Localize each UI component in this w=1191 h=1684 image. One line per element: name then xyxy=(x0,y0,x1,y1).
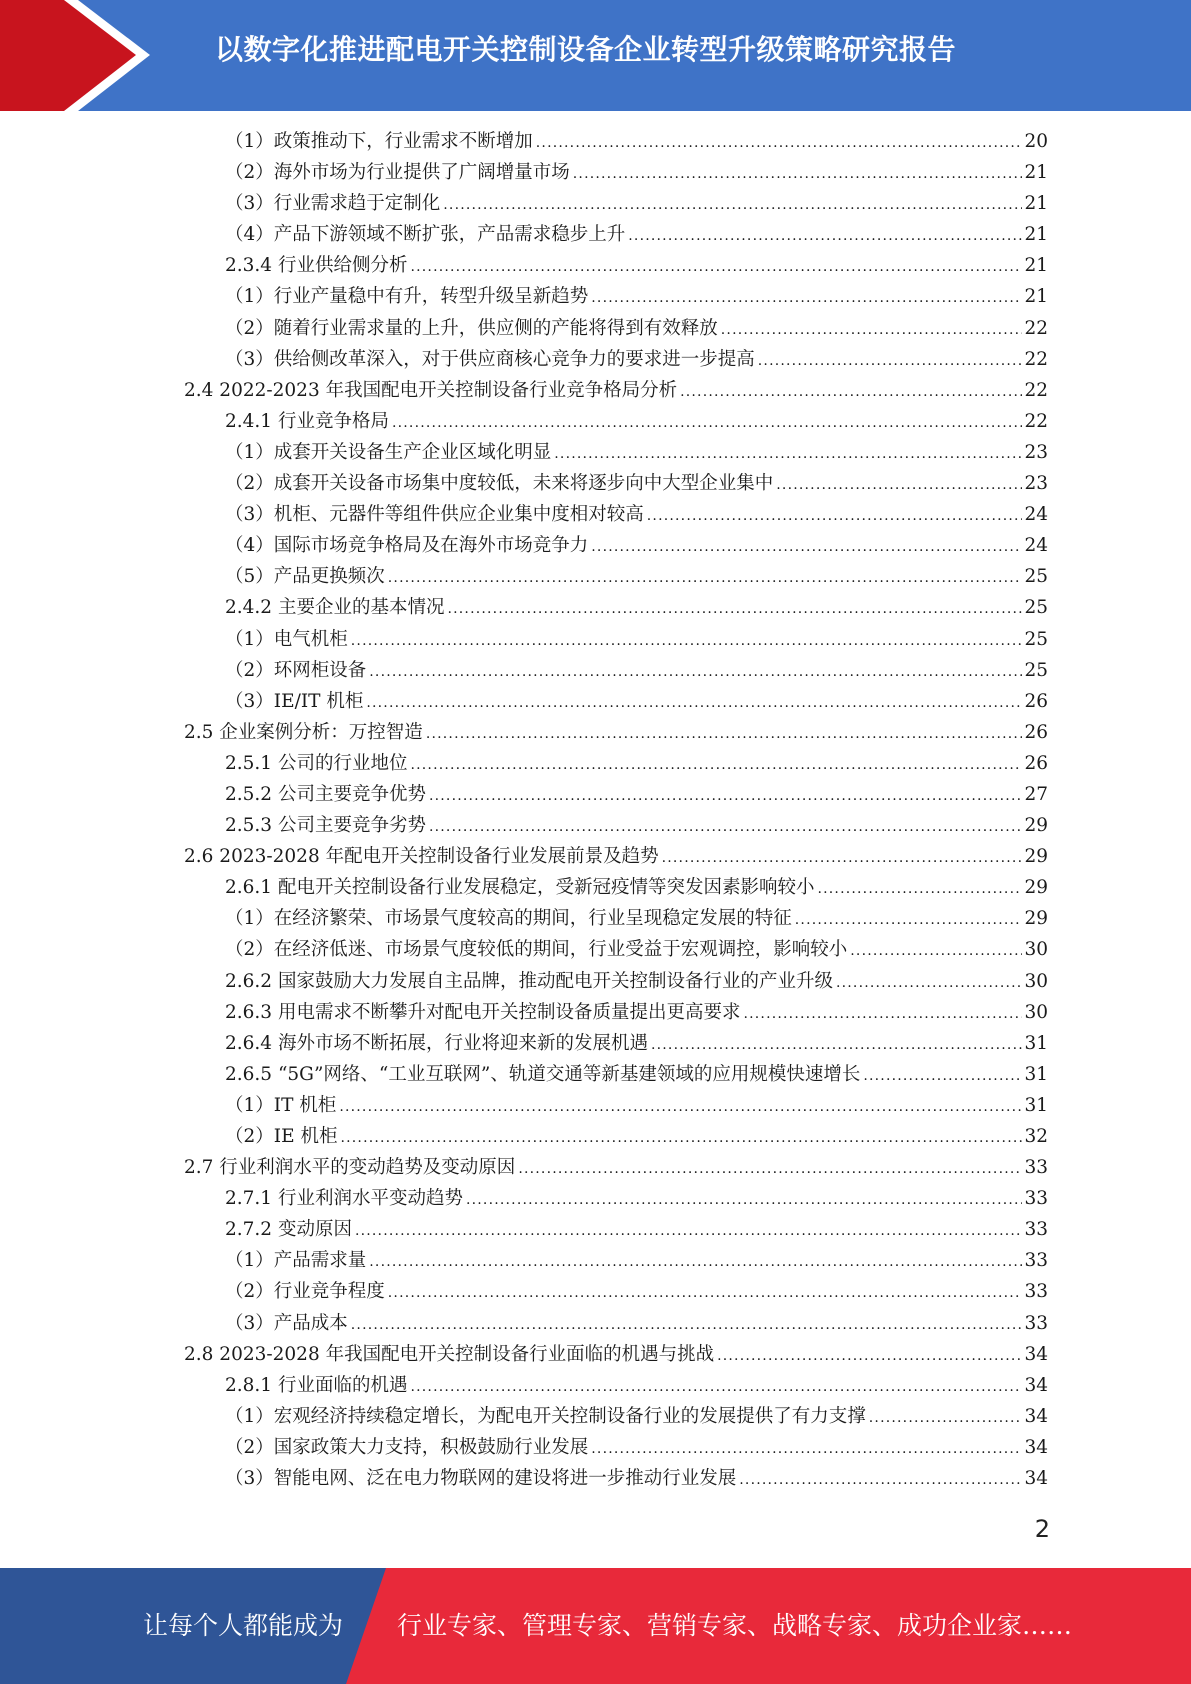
toc-entry[interactable] xyxy=(225,997,1048,1028)
toc-dot-leader xyxy=(651,1030,1022,1061)
toc-entry[interactable] xyxy=(225,1059,1048,1090)
toc-dot-leader xyxy=(339,1092,1022,1123)
toc-entry[interactable] xyxy=(225,903,1048,934)
toc-entry-page: 21 xyxy=(1024,162,1048,184)
toc-entry-title: 2.5.3 公司主要竞争劣势 xyxy=(225,815,426,837)
toc-entry-page: 34 xyxy=(1024,1405,1048,1427)
toc-entry[interactable] xyxy=(225,1028,1048,1059)
toc-entry[interactable] xyxy=(184,375,1048,406)
toc-dot-leader xyxy=(776,470,1022,501)
chevron-shape xyxy=(0,0,136,111)
toc-entry[interactable] xyxy=(225,157,1048,188)
toc-entry-page: 33 xyxy=(1024,1188,1048,1210)
toc-entry[interactable] xyxy=(225,1245,1048,1276)
toc-entry[interactable] xyxy=(225,686,1048,717)
toc-entry-page: 21 xyxy=(1024,286,1048,308)
toc-entry[interactable] xyxy=(225,1090,1048,1121)
toc-entry-title: （3）供给侧改革深入，对于供应商核心竞争力的要求进一步提高 xyxy=(225,348,755,370)
toc-entry-title: （2）IE 机柜 xyxy=(225,1126,338,1147)
toc-entry[interactable] xyxy=(225,624,1048,655)
toc-entry-page: 30 xyxy=(1024,939,1048,961)
toc-entry-page: 33 xyxy=(1024,1219,1048,1241)
toc-entry-page: 29 xyxy=(1024,846,1048,868)
toc-entry-title: （4）产品下游领域不断扩张，产品需求稳步上升 xyxy=(225,224,626,246)
toc-entry-title: （3）机柜、元器件等组件供应企业集中度相对较高 xyxy=(225,504,644,526)
toc-entry-title: （5）产品更换频次 xyxy=(225,566,385,588)
toc-entry-title: （2）行业竞争程度 xyxy=(225,1281,385,1303)
toc-entry-title: （2）国家政策大力支持，积极鼓励行业发展 xyxy=(225,1436,589,1458)
toc-entry-title: （1）宏观经济持续稳定增长，为配电开关控制设备行业的发展提供了有力支撑 xyxy=(225,1405,866,1427)
toc-dot-leader xyxy=(447,594,1022,625)
toc-entry-page: 22 xyxy=(1024,348,1048,370)
toc-entry-title: 2.5.2 公司主要竞争优势 xyxy=(225,783,426,805)
toc-entry-page: 21 xyxy=(1024,224,1048,246)
toc-dot-leader xyxy=(758,346,1023,377)
toc-entry-page: 22 xyxy=(1024,379,1048,401)
toc-entry[interactable] xyxy=(225,468,1048,499)
chevron-icon xyxy=(0,0,160,111)
toc-entry-title: （2）成套开关设备市场集中度较低，未来将逐步向中大型企业集中 xyxy=(225,473,774,495)
toc-entry[interactable] xyxy=(225,437,1048,468)
toc-dot-leader xyxy=(591,283,1022,314)
toc-entry-title: 2.8.1 行业面临的机遇 xyxy=(225,1374,408,1396)
footer-banner xyxy=(0,1568,1191,1684)
page-number: 2 xyxy=(1034,1515,1050,1543)
toc-entry-title: （1）产品需求量 xyxy=(225,1250,367,1272)
toc-entry-page: 29 xyxy=(1024,908,1048,930)
toc-entry-title: 2.7.1 行业利润水平变动趋势 xyxy=(225,1188,463,1210)
toc-dot-leader xyxy=(817,874,1022,905)
toc-entry[interactable] xyxy=(184,1152,1048,1183)
toc-entry-page: 31 xyxy=(1024,1063,1048,1085)
toc-entry-title: （1）IT 机柜 xyxy=(225,1094,337,1116)
toc-entry-page: 25 xyxy=(1024,628,1048,650)
toc-dot-leader xyxy=(392,408,1022,439)
toc-entry-title: （2）随着行业需求量的上升，供应侧的产能将得到有效释放 xyxy=(225,317,718,339)
toc-entry[interactable] xyxy=(225,1401,1048,1432)
toc-entry-page: 25 xyxy=(1024,597,1048,619)
toc-entry-title: （3）IE/IT 机柜 xyxy=(225,690,364,712)
toc-entry-page: 21 xyxy=(1024,255,1048,277)
toc-entry-title: 2.4.1 行业竞争格局 xyxy=(225,410,389,432)
toc-dot-leader xyxy=(426,719,1023,750)
toc-entry[interactable] xyxy=(225,250,1048,281)
toc-entry-title: （1）在经济繁荣、市场景气度较高的期间，行业呈现稳定发展的特征 xyxy=(225,908,792,930)
toc-entry-title: （1）电气机柜 xyxy=(225,628,348,650)
toc-dot-leader xyxy=(369,1247,1022,1278)
toc-entry-page: 24 xyxy=(1024,535,1048,557)
toc-entry-page: 23 xyxy=(1024,473,1048,495)
toc-entry-title: （4）国际市场竞争格局及在海外市场竞争力 xyxy=(225,535,589,557)
toc-dot-leader xyxy=(410,1372,1022,1403)
toc-dot-leader xyxy=(739,1465,1022,1496)
toc-entry-page: 34 xyxy=(1024,1343,1048,1365)
toc-entry-page: 33 xyxy=(1024,1312,1048,1334)
toc-entry[interactable] xyxy=(225,748,1048,779)
toc-dot-leader xyxy=(795,905,1023,936)
toc-dot-leader xyxy=(369,657,1022,688)
toc-dot-leader xyxy=(410,750,1022,781)
toc-entry-page: 33 xyxy=(1024,1250,1048,1272)
table-of-contents xyxy=(0,126,1191,1494)
toc-entry-title: （3）产品成本 xyxy=(225,1312,348,1334)
toc-entry-title: 2.4.2 主要企业的基本情况 xyxy=(225,597,445,619)
toc-entry-title: （1）政策推动下，行业需求不断增加 xyxy=(225,131,533,152)
toc-entry-page: 25 xyxy=(1024,566,1048,588)
toc-entry[interactable] xyxy=(225,1308,1048,1339)
toc-entry[interactable] xyxy=(225,592,1048,623)
toc-dot-leader xyxy=(355,1216,1023,1247)
toc-entry[interactable] xyxy=(225,561,1048,592)
toc-dot-leader xyxy=(388,563,1023,594)
toc-dot-leader xyxy=(628,221,1022,252)
report-title: 以数字化推进配电开关控制设备企业转型升级策略研究报告 xyxy=(215,33,957,66)
toc-entry-title: 2.6 2023-2028 年配电开关控制设备行业发展前景及趋势 xyxy=(184,846,659,868)
toc-dot-leader xyxy=(388,1278,1023,1309)
toc-dot-leader xyxy=(850,936,1022,967)
toc-entry-page: 32 xyxy=(1024,1126,1048,1147)
toc-entry-page: 24 xyxy=(1024,504,1048,526)
toc-dot-leader xyxy=(554,439,1022,470)
toc-entry[interactable] xyxy=(225,810,1048,841)
toc-entry[interactable] xyxy=(225,934,1048,965)
toc-entry-title: 2.5.1 公司的行业地位 xyxy=(225,752,408,774)
toc-dot-leader xyxy=(351,1310,1023,1341)
toc-entry[interactable] xyxy=(184,1339,1048,1370)
toc-entry[interactable] xyxy=(225,1370,1048,1401)
toc-entry-page: 31 xyxy=(1024,1032,1048,1054)
toc-entry[interactable] xyxy=(184,841,1048,872)
toc-entry[interactable] xyxy=(225,219,1048,250)
toc-entry[interactable] xyxy=(225,966,1048,997)
toc-dot-leader xyxy=(743,999,1022,1030)
toc-dot-leader xyxy=(680,377,1022,408)
toc-dot-leader xyxy=(366,688,1022,719)
toc-entry[interactable] xyxy=(225,655,1048,686)
toc-entry-page: 27 xyxy=(1024,783,1048,805)
toc-entry[interactable] xyxy=(225,872,1048,903)
toc-entry[interactable] xyxy=(225,1183,1048,1214)
toc-entry-title: （3）智能电网、泛在电力物联网的建设将进一步推动行业发展 xyxy=(225,1468,737,1490)
toc-entry-page: 34 xyxy=(1024,1374,1048,1396)
toc-entry[interactable] xyxy=(225,1276,1048,1307)
toc-entry-title: （1）行业产量稳中有升，转型升级呈新趋势 xyxy=(225,286,589,308)
toc-dot-leader xyxy=(536,128,1023,159)
toc-entry-title: （2）海外市场为行业提供了广阔增量市场 xyxy=(225,162,570,184)
toc-entry-title: 2.3.4 行业供给侧分析 xyxy=(225,255,408,277)
toc-entry-title: 2.4 2022-2023 年我国配电开关控制设备行业竞争格局分析 xyxy=(184,379,678,401)
toc-entry[interactable] xyxy=(225,1463,1048,1494)
toc-dot-leader xyxy=(647,501,1023,532)
toc-entry-title: 2.6.5 “5G”网络、“工业互联网”、轨道交通等新基建领域的应用规模快速增长 xyxy=(225,1063,861,1085)
toc-dot-leader xyxy=(863,1061,1022,1092)
toc-dot-leader xyxy=(869,1403,1023,1434)
toc-entry-page: 26 xyxy=(1024,752,1048,774)
toc-entry-page: 29 xyxy=(1024,877,1048,899)
toc-entry-page: 33 xyxy=(1024,1157,1048,1179)
toc-entry-title: 2.6.4 海外市场不断拓展，行业将迎来新的发展机遇 xyxy=(225,1032,648,1054)
toc-entry[interactable] xyxy=(225,779,1048,810)
toc-entry-title: （2）在经济低迷、市场景气度较低的期间，行业受益于宏观调控，影响较小 xyxy=(225,939,848,961)
toc-dot-leader xyxy=(429,812,1022,843)
toc-entry[interactable] xyxy=(225,1432,1048,1463)
toc-entry-title: 2.6.3 用电需求不断攀升对配电开关控制设备质量提出更高要求 xyxy=(225,1001,741,1023)
toc-entry[interactable] xyxy=(225,406,1048,437)
toc-dot-leader xyxy=(573,159,1023,190)
toc-entry-title: （3）行业需求趋于定制化 xyxy=(225,193,441,215)
toc-entry[interactable] xyxy=(184,717,1048,748)
toc-dot-leader xyxy=(466,1185,1022,1216)
toc-entry-page: 22 xyxy=(1024,317,1048,339)
toc-dot-leader xyxy=(351,626,1023,657)
toc-dot-leader xyxy=(591,1434,1022,1465)
toc-entry-page: 34 xyxy=(1024,1468,1048,1490)
toc-entry-title: （1）成套开关设备生产企业区域化明显 xyxy=(225,441,552,463)
toc-entry-page: 21 xyxy=(1024,193,1048,215)
header-banner xyxy=(0,0,1191,111)
toc-entry[interactable] xyxy=(225,281,1048,312)
toc-entry-page: 20 xyxy=(1024,131,1048,152)
toc-dot-leader xyxy=(721,315,1023,346)
toc-dot-leader xyxy=(518,1154,1022,1185)
toc-entry[interactable] xyxy=(225,313,1048,344)
toc-entry-page: 30 xyxy=(1024,970,1048,992)
toc-entry[interactable] xyxy=(225,1214,1048,1245)
toc-entry-title: 2.5 企业案例分析：万控智造 xyxy=(184,721,423,743)
toc-entry-title: 2.6.2 国家鼓励大力发展自主品牌，推动配电开关控制设备行业的产业升级 xyxy=(225,970,833,992)
toc-entry-page: 29 xyxy=(1024,815,1048,837)
toc-entry-title: 2.8 2023-2028 年我国配电开关控制设备行业面临的机遇与挑战 xyxy=(184,1343,715,1365)
toc-dot-leader xyxy=(836,968,1022,999)
toc-entry[interactable] xyxy=(225,126,1048,157)
toc-entry[interactable] xyxy=(225,499,1048,530)
toc-dot-leader xyxy=(340,1123,1022,1154)
toc-entry-page: 33 xyxy=(1024,1281,1048,1303)
toc-entry-page: 26 xyxy=(1024,690,1048,712)
toc-dot-leader xyxy=(591,532,1022,563)
toc-dot-leader xyxy=(429,781,1022,812)
toc-entry[interactable] xyxy=(225,1121,1048,1152)
footer-slogan-left: 让每个人都能成为 xyxy=(143,1611,344,1640)
toc-entry-page: 31 xyxy=(1024,1094,1048,1116)
toc-dot-leader xyxy=(717,1341,1022,1372)
toc-entry[interactable] xyxy=(225,188,1048,219)
toc-entry-page: 34 xyxy=(1024,1436,1048,1458)
toc-entry[interactable] xyxy=(225,530,1048,561)
toc-dot-leader xyxy=(662,843,1023,874)
toc-entry[interactable] xyxy=(225,344,1048,375)
toc-entry-title: 2.7.2 变动原因 xyxy=(225,1219,352,1241)
toc-entry-title: 2.6.1 配电开关控制设备行业发展稳定，受新冠疫情等突发因素影响较小 xyxy=(225,877,815,899)
toc-entry-page: 30 xyxy=(1024,1001,1048,1023)
toc-entry-page: 23 xyxy=(1024,441,1048,463)
toc-entry-page: 22 xyxy=(1024,410,1048,432)
toc-entry-page: 25 xyxy=(1024,659,1048,681)
footer-slogan-right: 行业专家、管理专家、营销专家、战略专家、成功企业家…… xyxy=(397,1611,1073,1640)
toc-dot-leader xyxy=(410,252,1022,283)
toc-dot-leader xyxy=(443,190,1022,221)
toc-entry-title: 2.7 行业利润水平的变动趋势及变动原因 xyxy=(184,1157,516,1179)
toc-entry-page: 26 xyxy=(1024,721,1048,743)
toc-entry-title: （2）环网柜设备 xyxy=(225,659,367,681)
